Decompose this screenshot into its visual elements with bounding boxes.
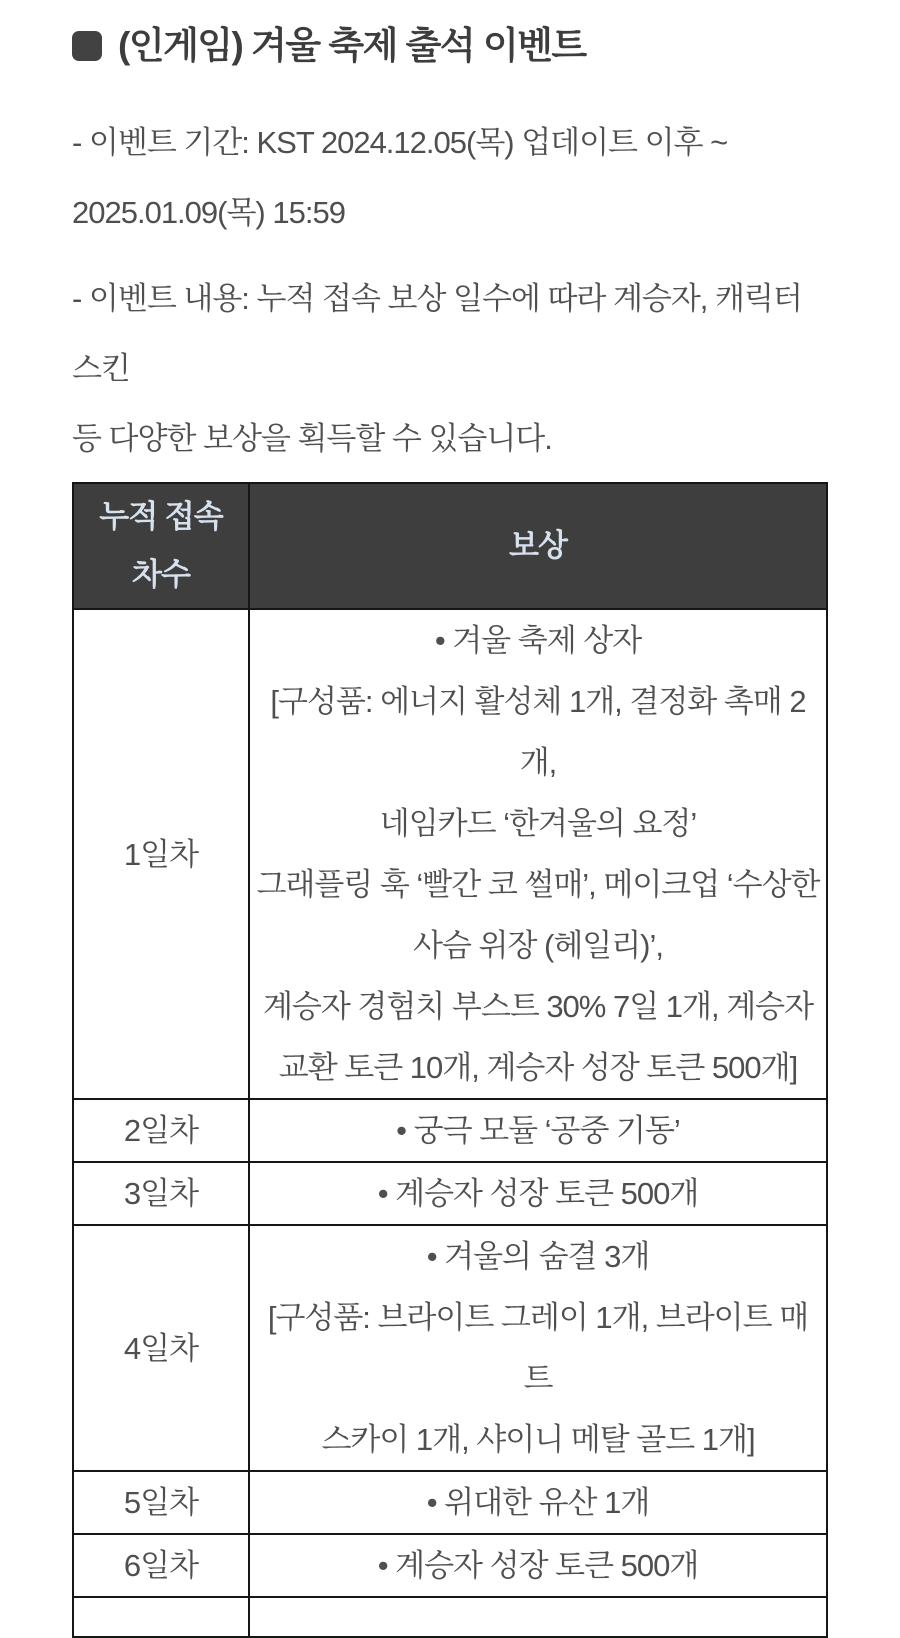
reward-line: • 계승자 성장 토큰 500개 [377, 1548, 699, 1583]
event-content-line-1: - 이벤트 내용: 누적 접속 보상 일수에 따라 계승자, 캐릭터 스킨 [72, 281, 802, 386]
reward-line: 교환 토큰 10개, 계승자 성장 토큰 500개] [278, 1050, 798, 1085]
reward-cell [249, 1225, 827, 1471]
day-cell: 5일차 [73, 1471, 249, 1534]
column-header-reward: 보상 [249, 483, 827, 609]
reward-line: 사슴 위장 (헤일리)’, [413, 928, 663, 963]
event-content-line-2: 등 다양한 보상을 획득할 수 있습니다. [72, 421, 552, 456]
page-title: (인게임) 겨울 축제 출석 이벤트 [118, 25, 586, 66]
reward-line: • 궁극 모듈 ‘공중 기동’ [396, 1113, 680, 1148]
table-row [73, 1534, 827, 1597]
reward-cell [249, 1534, 827, 1597]
reward-line: • 계승자 성장 토큰 500개 [377, 1176, 699, 1211]
reward-line: • 겨울 축제 상자 [434, 623, 642, 658]
event-period-line-1: - 이벤트 기간: KST 2024.12.05(목) 업데이트 이후 ~ [72, 125, 728, 160]
reward-cell [249, 1597, 827, 1637]
reward-line: • 위대한 유산 1개 [426, 1485, 650, 1520]
reward-line: 그래플링 훅 ‘빨간 코 썰매’, 메이크업 ‘수상한 [256, 867, 820, 902]
notice-page [0, 26, 900, 1638]
table-row [73, 1225, 827, 1471]
day-cell: 3일차 [73, 1162, 249, 1225]
reward-cell [249, 609, 827, 1099]
column-header-day [73, 483, 249, 609]
reward-line: 네임카드 ‘한겨울의 요정’ [379, 806, 697, 841]
day-cell: 2일차 [73, 1099, 249, 1162]
attendance-reward-table [72, 482, 828, 1638]
event-content-paragraph [72, 264, 826, 474]
reward-line: 계승자 경험치 부스트 30% 7일 1개, 계승자 [262, 989, 814, 1024]
reward-cell [249, 1099, 827, 1162]
column-header-day-line-2: 차수 [132, 557, 190, 592]
square-bullet-icon [72, 31, 102, 61]
page-title-row [72, 26, 826, 66]
day-cell: 6일차 [73, 1534, 249, 1597]
column-header-day-line-1: 누적 접속 [99, 499, 223, 534]
reward-cell [249, 1162, 827, 1225]
reward-line: [구성품: 브라이트 그레이 1개, 브라이트 매트 [267, 1300, 809, 1396]
event-period-paragraph [72, 108, 826, 248]
table-row [73, 609, 827, 1099]
event-period-line-2: 2025.01.09(목) 15:59 [72, 195, 345, 230]
table-row [73, 1099, 827, 1162]
table-row-partial [73, 1597, 827, 1637]
reward-line: [구성품: 에너지 활성체 1개, 결정화 촉매 2개, [270, 684, 806, 780]
day-cell: 4일차 [73, 1225, 249, 1471]
day-cell: 1일차 [73, 609, 249, 1099]
table-row [73, 1471, 827, 1534]
day-cell [73, 1597, 249, 1637]
table-header-row [73, 483, 827, 609]
reward-cell [249, 1471, 827, 1534]
reward-line: • 겨울의 숨결 3개 [426, 1239, 650, 1274]
reward-line: 스카이 1개, 샤이니 메탈 골드 1개] [321, 1422, 755, 1457]
table-row [73, 1162, 827, 1225]
